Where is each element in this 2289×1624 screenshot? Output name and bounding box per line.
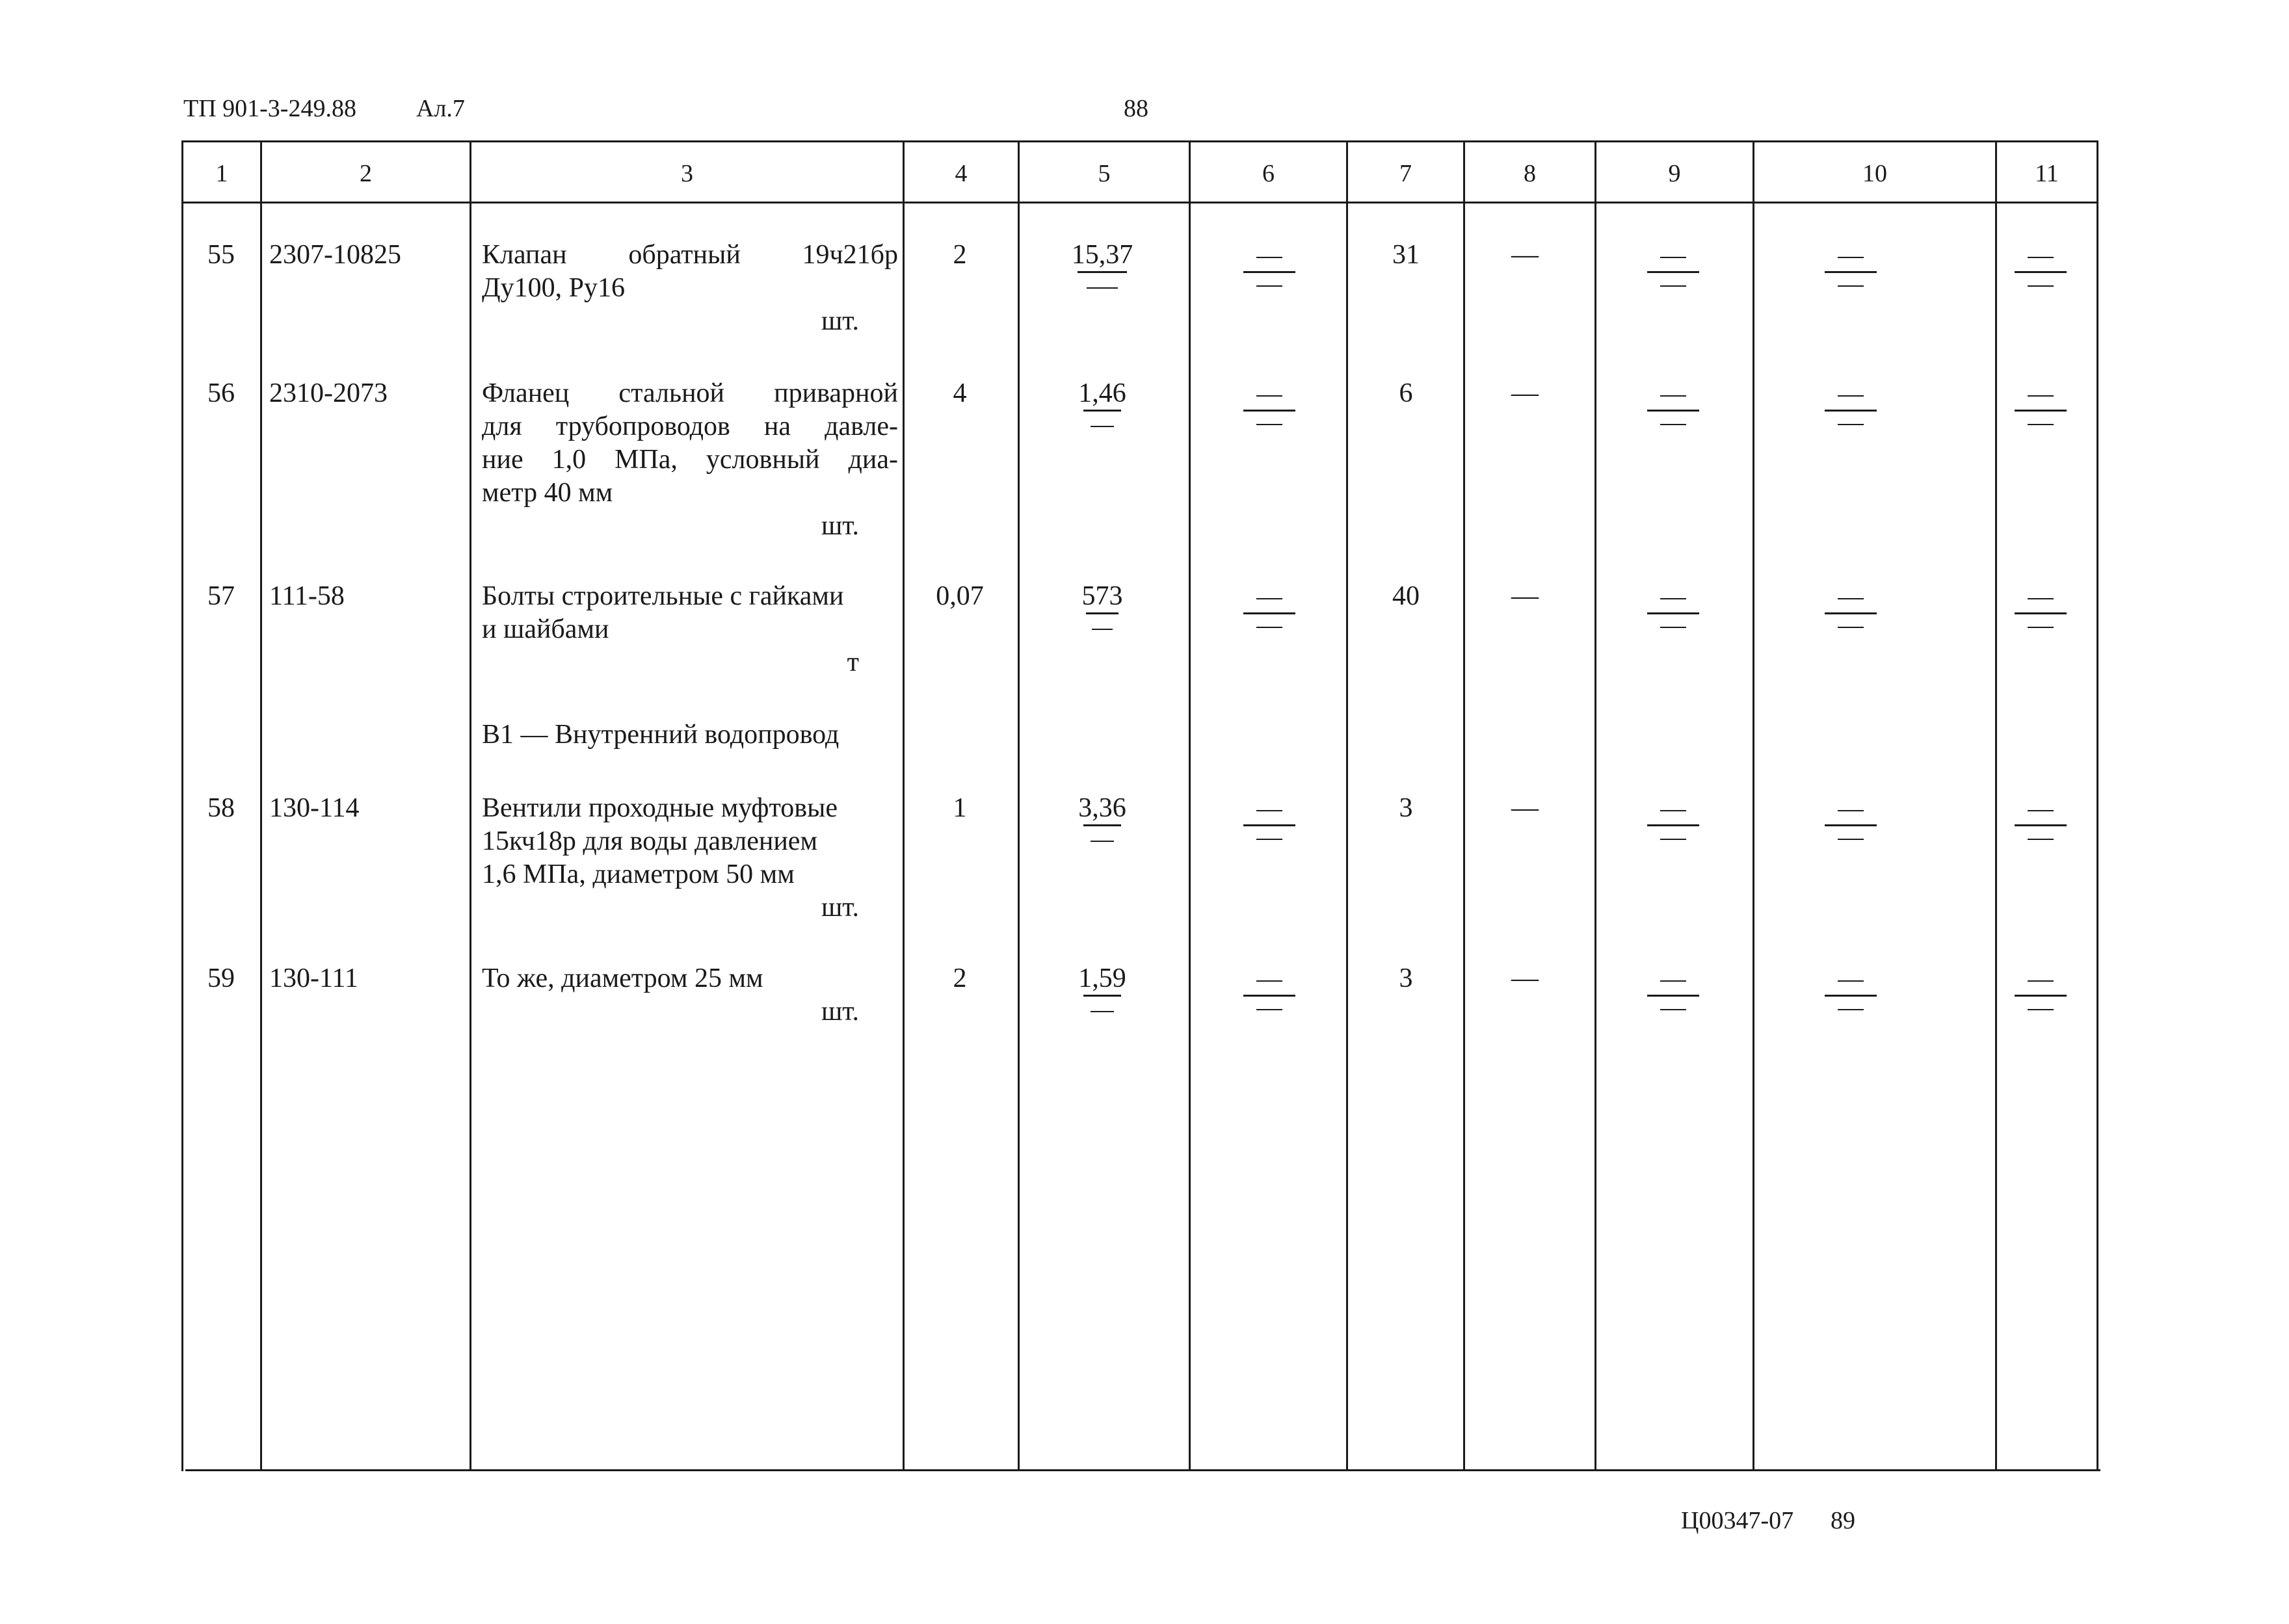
col-border-3 <box>903 140 905 1471</box>
col8-value: — <box>1511 581 1539 611</box>
description-line: и шайбами <box>482 614 609 644</box>
col-border-5 <box>1189 140 1191 1471</box>
col-border-2 <box>470 140 471 1471</box>
unit-price-cell <box>1034 239 1171 272</box>
description-line: 15кч18р для воды давлением <box>482 826 818 856</box>
item-description <box>482 239 898 338</box>
description-line: То же, диаметром 25 мм <box>482 963 763 993</box>
col-border-11 <box>2097 140 2098 1471</box>
quantity: 1 <box>953 793 967 823</box>
unit-price-cell <box>1034 377 1171 410</box>
item-code: 130-111 <box>269 963 358 993</box>
unit-price: 1,46 <box>1078 378 1126 408</box>
col7-value: 6 <box>1399 378 1413 408</box>
description-line: Ду100, Ру16 <box>482 273 626 303</box>
item-code: 2307-10825 <box>269 240 401 270</box>
col-header-6: 6 <box>1262 160 1275 187</box>
description-line: метр 40 мм <box>482 478 613 508</box>
description-line: Вентили проходные муфтовые <box>482 793 838 823</box>
col-header-3: 3 <box>681 160 693 187</box>
item-description <box>482 580 898 679</box>
col7-value: 3 <box>1399 963 1413 993</box>
col8-value: — <box>1511 240 1539 270</box>
col8-value: — <box>1511 378 1539 408</box>
row-number: 58 <box>207 793 235 823</box>
item-description <box>482 962 898 1028</box>
unit-label: шт. <box>821 893 859 923</box>
footer-page-number: 89 <box>1831 1507 1855 1534</box>
col-header-4: 4 <box>955 160 968 187</box>
row-number: 55 <box>207 240 235 270</box>
col-border-4 <box>1018 140 1020 1471</box>
col8-value: — <box>1511 963 1539 993</box>
quantity: 4 <box>953 378 967 408</box>
document-code: ТП 901-3-249.88 <box>183 95 356 122</box>
col-border-1 <box>260 140 262 1471</box>
table-bottom-border <box>185 1469 2100 1471</box>
col-header-8: 8 <box>1524 160 1536 187</box>
item-code: 2310-2073 <box>269 378 388 408</box>
row-number: 57 <box>207 581 235 611</box>
col-border-10 <box>1995 140 1997 1471</box>
row-number: 56 <box>207 378 235 408</box>
col-header-9: 9 <box>1668 160 1681 187</box>
footer-code: Ц00347-07 <box>1681 1507 1794 1534</box>
unit-price: 1,59 <box>1078 963 1126 993</box>
col-border-8 <box>1594 140 1596 1471</box>
unit-label: шт. <box>821 511 859 541</box>
col7-value: 40 <box>1392 581 1420 611</box>
col-border-9 <box>1753 140 1754 1471</box>
col8-value: — <box>1511 793 1539 823</box>
description-line: Болты строительные с гайками <box>482 581 844 611</box>
col-header-10: 10 <box>1862 160 1887 187</box>
unit-price-cell <box>1034 580 1171 613</box>
quantity: 2 <box>953 240 967 270</box>
unit-price: 573 <box>1081 581 1123 611</box>
col-header-5: 5 <box>1098 160 1111 187</box>
item-code: 111-58 <box>269 581 345 611</box>
col-header-11: 11 <box>2035 160 2059 187</box>
sheet-label: Ал.7 <box>416 95 465 122</box>
col7-value: 3 <box>1399 793 1413 823</box>
item-code: 130-114 <box>269 793 360 823</box>
section-heading: В1 — Внутренний водопровод <box>482 720 840 750</box>
unit-price-cell <box>1034 792 1171 825</box>
description-line: для трубопроводов на давле- <box>482 412 898 441</box>
description-line: 1,6 МПа, диаметром 50 мм <box>482 859 795 889</box>
col-border-0 <box>181 140 183 1471</box>
quantity: 0,07 <box>936 581 984 611</box>
unit-label: шт. <box>821 997 859 1027</box>
unit-price-cell <box>1034 962 1171 995</box>
row-number: 59 <box>207 963 235 993</box>
col-header-1: 1 <box>215 160 228 187</box>
unit-price: 3,36 <box>1078 793 1126 823</box>
unit-label: шт. <box>821 306 859 336</box>
col7-value: 31 <box>1392 240 1420 270</box>
page-number: 88 <box>1124 95 1148 122</box>
description-line: ние 1,0 МПа, условный диа- <box>482 445 898 475</box>
item-description <box>482 792 898 924</box>
unit-price: 15,37 <box>1071 240 1133 270</box>
description-line: Фланец стальной приварной <box>482 378 898 408</box>
description-line: Клапан обратный 19ч21бр <box>482 240 898 270</box>
item-description <box>482 377 898 543</box>
quantity: 2 <box>953 963 967 993</box>
unit-label: т <box>847 648 859 677</box>
col-header-7: 7 <box>1399 160 1412 187</box>
col-header-2: 2 <box>360 160 372 187</box>
